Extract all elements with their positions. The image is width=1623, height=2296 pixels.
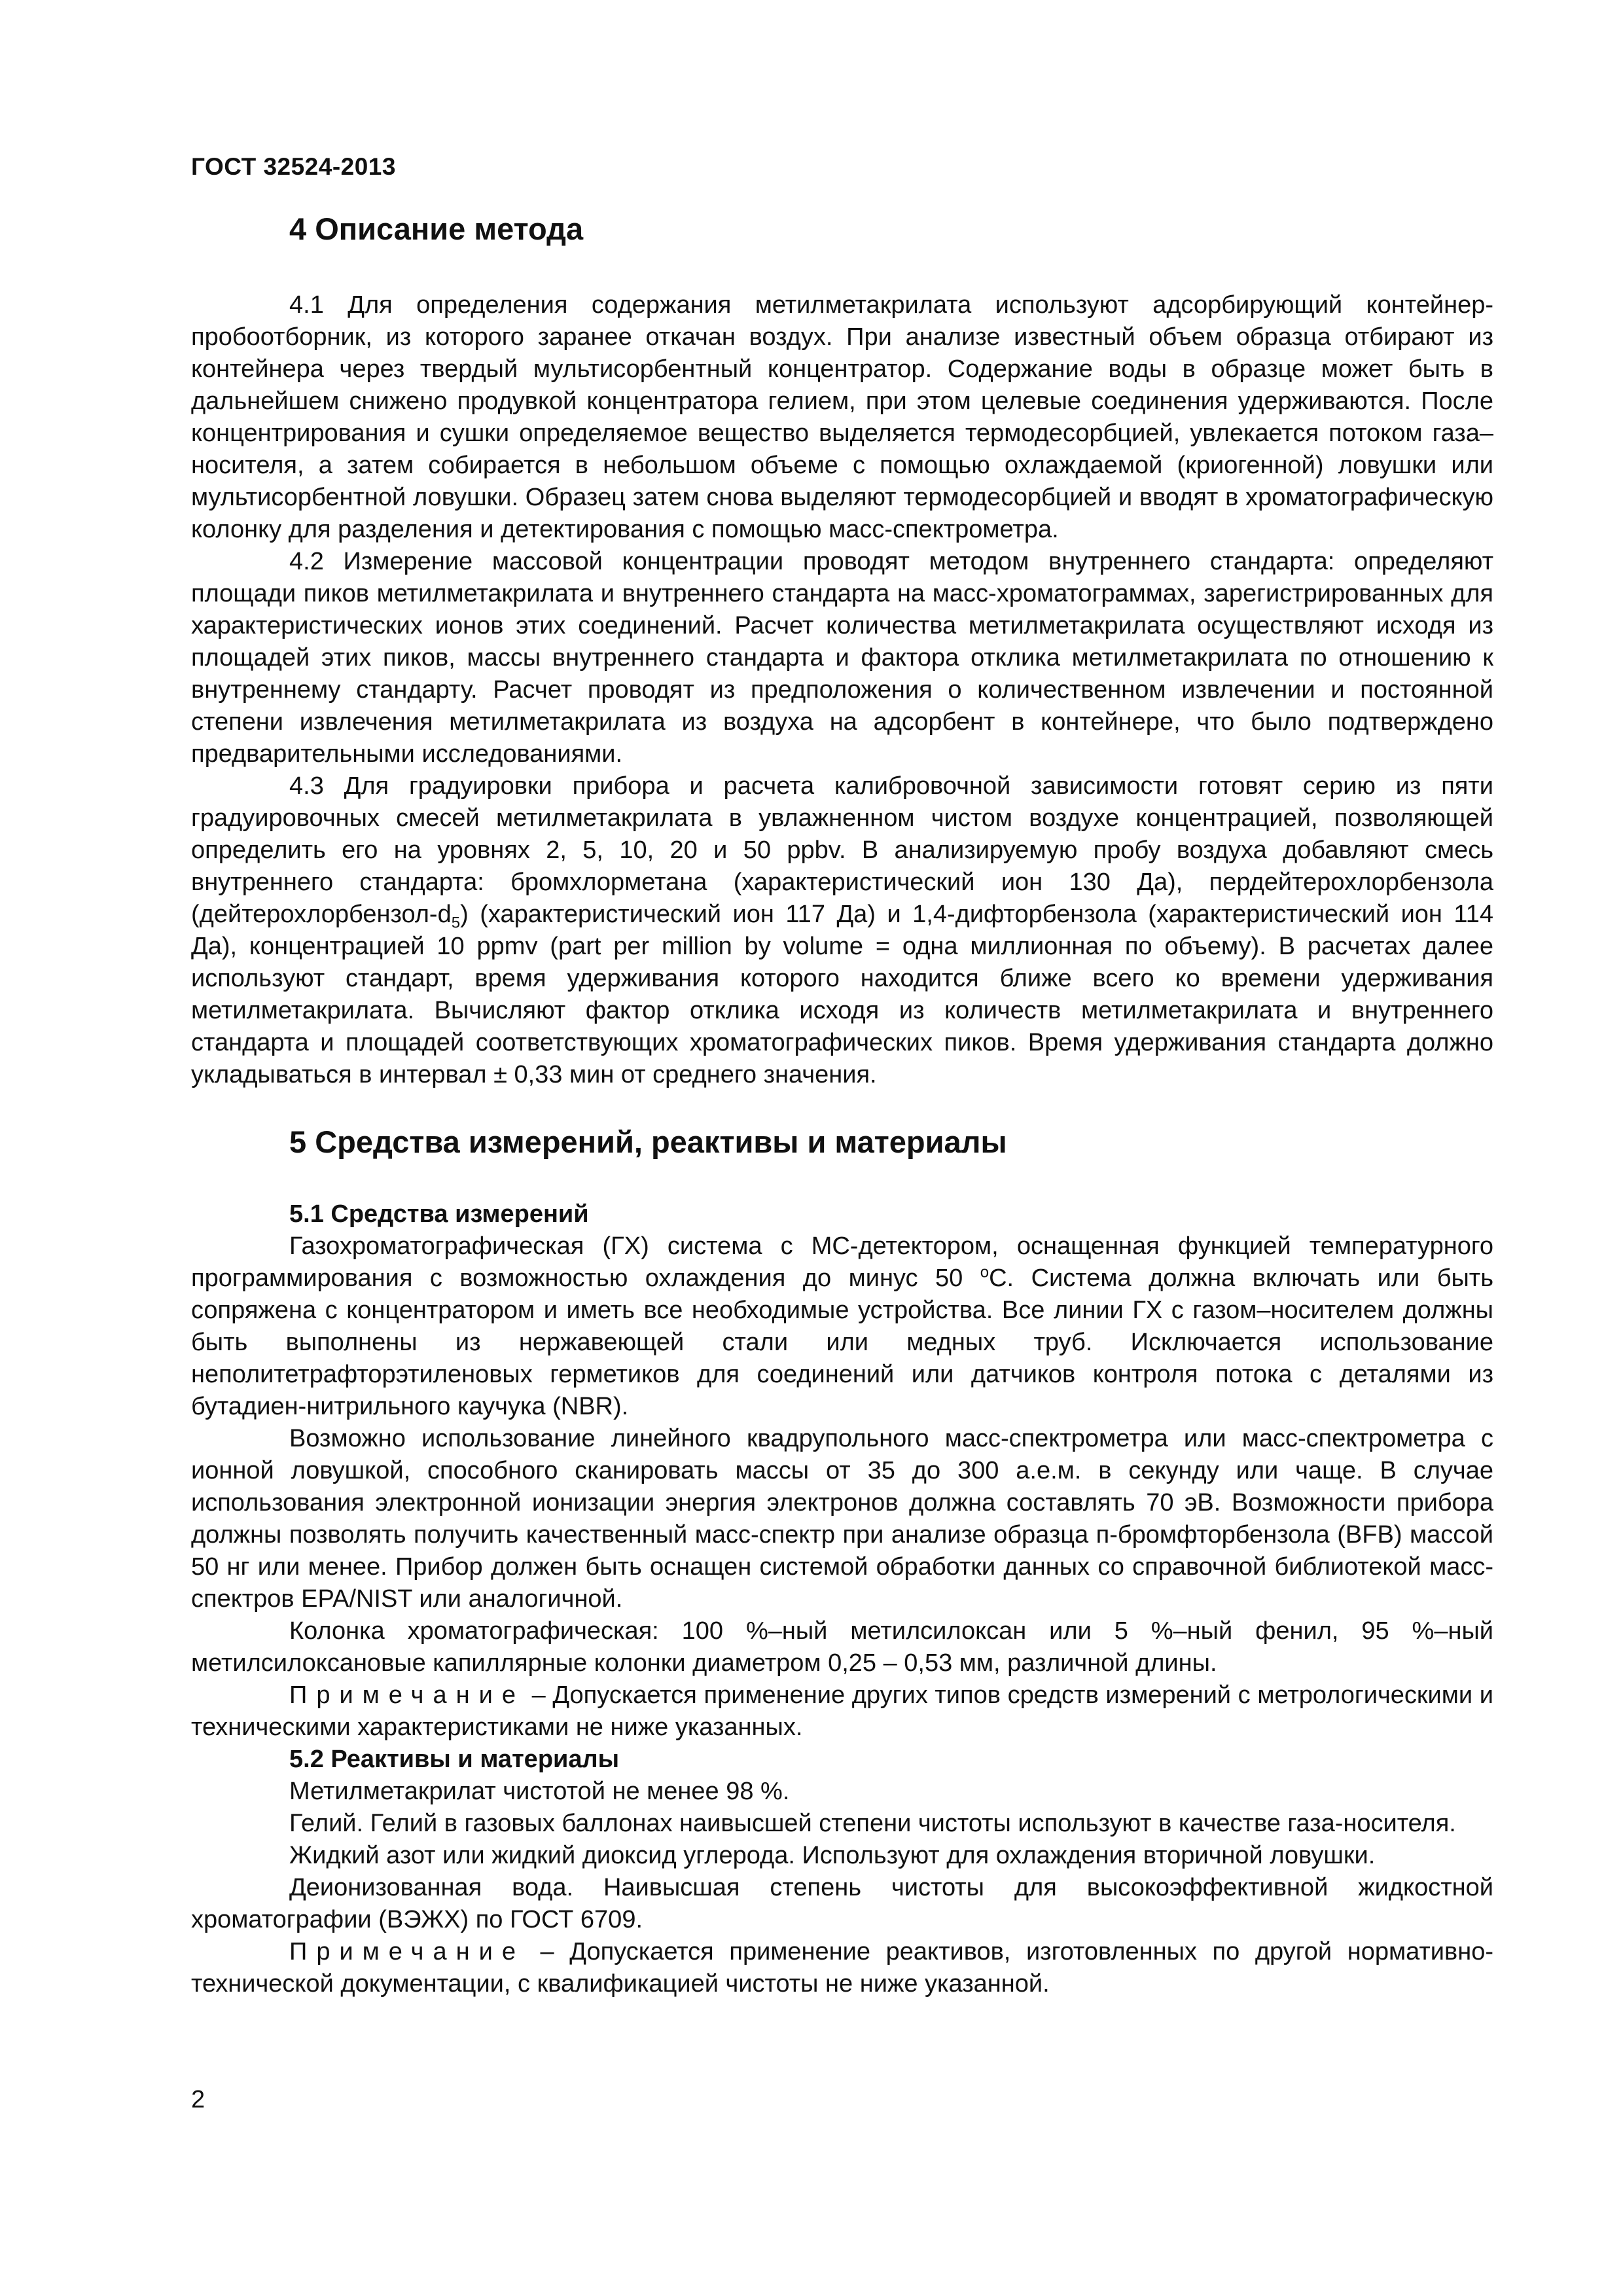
subsection-5-1-heading: 5.1 Средства измерений — [289, 1200, 589, 1228]
gc-system-text-b: С. Система должна включать или быть сопряжена с концентратором и иметь все необходимые устройства. Все линии ГХ с газом–носителем должны быть выполнены из нержавеющей стали или медных труб. Исключается использование неполитетрафторэтиленовых герметиков для соединений или датчиков контроля потока с деталями из бутадиен-нитрильного каучука (NBR). — [191, 1265, 1493, 1420]
section-5-heading: 5 Средства измерений, реактивы и материалы — [289, 1124, 1007, 1159]
note-2 — [191, 1936, 1493, 2000]
paragraph-5-1-gc-system — [191, 1230, 1493, 1423]
paragraph-4-3-part-b: ) (характеристический ион 117 Да) и 1,4-дифторбензола (характеристический ион 114 Да), концентрацией 10 ppmv (part per million by volume = одна миллионная по объему). В расчетах далее используют стандарт, время удерживания которого находится ближе всего ко времени удерживания метилметакрилата. Вычисляют фактор отклика исходя из количеств метилметакрилата и внутреннего стандарта и площадей соответствующих хроматографических пиков. Время удерживания стандарта должно укладываться в интервал ± 0,33 мин от среднего значения. — [191, 901, 1493, 1088]
gc-system-text-a: Газохроматографическая (ГХ) система с МС-детектором, оснащенная функцией температурного программирования с возможностью охлаждения до минус 50 — [191, 1232, 1493, 1292]
paragraph-4-2: 4.2 Измерение массовой концентрации проводят методом внутреннего стандарта: определяют площади пиков метилметакрилата и внутреннего стандарта на масс-хроматограммах, зарегистрированных для характеристических ионов этих соединений. Расчет количества метилметакрилата осуществляют исходя из площадей этих пиков, массы внутреннего стандарта и фактора отклика метилметакрилата по отношению к внутреннему стандарту. Расчет проводят из предположения о количественном извлечении и постоянной степени извлечения метилметакрилата из воздуха на адсорбент в контейнере, что было подтверждено предварительными исследованиями. — [191, 548, 1493, 768]
subsection-5-2-heading: 5.2 Реактивы и материалы — [289, 1746, 620, 1773]
reagent-helium: Гелий. Гелий в газовых баллонах наивысшей степени чистоты используют в качестве газа-носителя. — [289, 1810, 1456, 1837]
section-4-heading: 4 Описание метода — [289, 211, 584, 246]
note-1 — [191, 1679, 1493, 1744]
note-2-label: Примечание — [289, 1938, 525, 1965]
paragraph-4-1: 4.1 Для определения содержания метилметакрилата используют адсорбирующий контейнер-пробоотборник, из которого заранее откачан воздух. При анализе известный объем образца отбирают из контейнера через твердый мультисорбентный концентратор. Содержание воды в образце может быть в дальнейшем снижено продувкой концентратора гелием, при этом целевые соединения удерживаются. После концентрирования и сушки определяемое вещество выделяется термодесорбцией, увлекается потоком газа–носителя, а затем собирается в небольшом объеме с помощью охлаждаемой (криогенной) ловушки или мультисорбентной ловушки. Образец затем снова выделяют термодесорбцией и вводят в хроматографическую колонку для разделения и детектирования с помощью масс-спектрометра. — [191, 291, 1493, 543]
reagent-deionized-water: Деионизованная вода. Наивысшая степень чистоты для высокоэффективной жидкостной хроматографии (ВЭЖХ) по ГОСТ 6709. — [191, 1874, 1493, 1933]
document-id: ГОСТ 32524-2013 — [191, 153, 396, 180]
subscript-5: 5 — [451, 914, 461, 932]
note-1-label: Примечание — [289, 1681, 525, 1709]
degree-sign: о — [980, 1263, 990, 1282]
page-number: 2 — [191, 2086, 205, 2113]
note-1-text: – Допускается применение других типов средств измерений с метрологическими и техническими характеристиками не ниже указанных. — [191, 1681, 1493, 1741]
page-body — [191, 209, 1493, 2000]
paragraph-5-1-column: Колонка хроматографическая: 100 %–ный метилсилоксан или 5 %–ный фенил, 95 %–ный метилсилоксановые капиллярные колонки диаметром 0,25 – 0,53 мм, различной длины. — [191, 1617, 1493, 1677]
reagent-nitrogen-co2: Жидкий азот или жидкий диоксид углерода. Используют для охлаждения вторичной ловушки. — [289, 1842, 1376, 1869]
paragraph-4-3-part-a: 4.3 Для градуировки прибора и расчета калибровочной зависимости готовят серию из пяти градуировочных смесей метилметакрилата в увлажненном чистом воздухе концентрацией, позволяющей определить его на уровнях 2, 5, 10, 20 и 50 ppbv. В анализируемую пробу воздуха добавляют смесь внутреннего стандарта: бромхлорметана (характеристический ион 130 Да), пердейтерохлорбензола (дейтерохлорбензол-d — [191, 772, 1493, 928]
paragraph-4-3 — [191, 770, 1493, 1091]
paragraph-5-1-mass-spec: Возможно использование линейного квадрупольного масс-спектрометра или масс-спектрометра с ионной ловушкой, способного сканировать массы от 35 до 300 а.е.м. в секунду или чаще. В случае использования электронной ионизации энергия электронов должна составлять 70 эВ. Возможности прибора должны позволять получить качественный масс-спектр при анализе образца п-бромфторбензола (BFB) массой 50 нг или менее. Прибор должен быть оснащен системой обработки данных со справочной библиотекой масс-спектров EPA/NIST или аналогичной. — [191, 1425, 1493, 1613]
note-2-text: – Допускается применение реактивов, изготовленных по другой нормативно-технической документации, с квалификацией чистоты не ниже указанной. — [191, 1938, 1493, 1998]
reagent-methyl-methacrylate: Метилметакрилат чистотой не менее 98 %. — [289, 1778, 790, 1805]
